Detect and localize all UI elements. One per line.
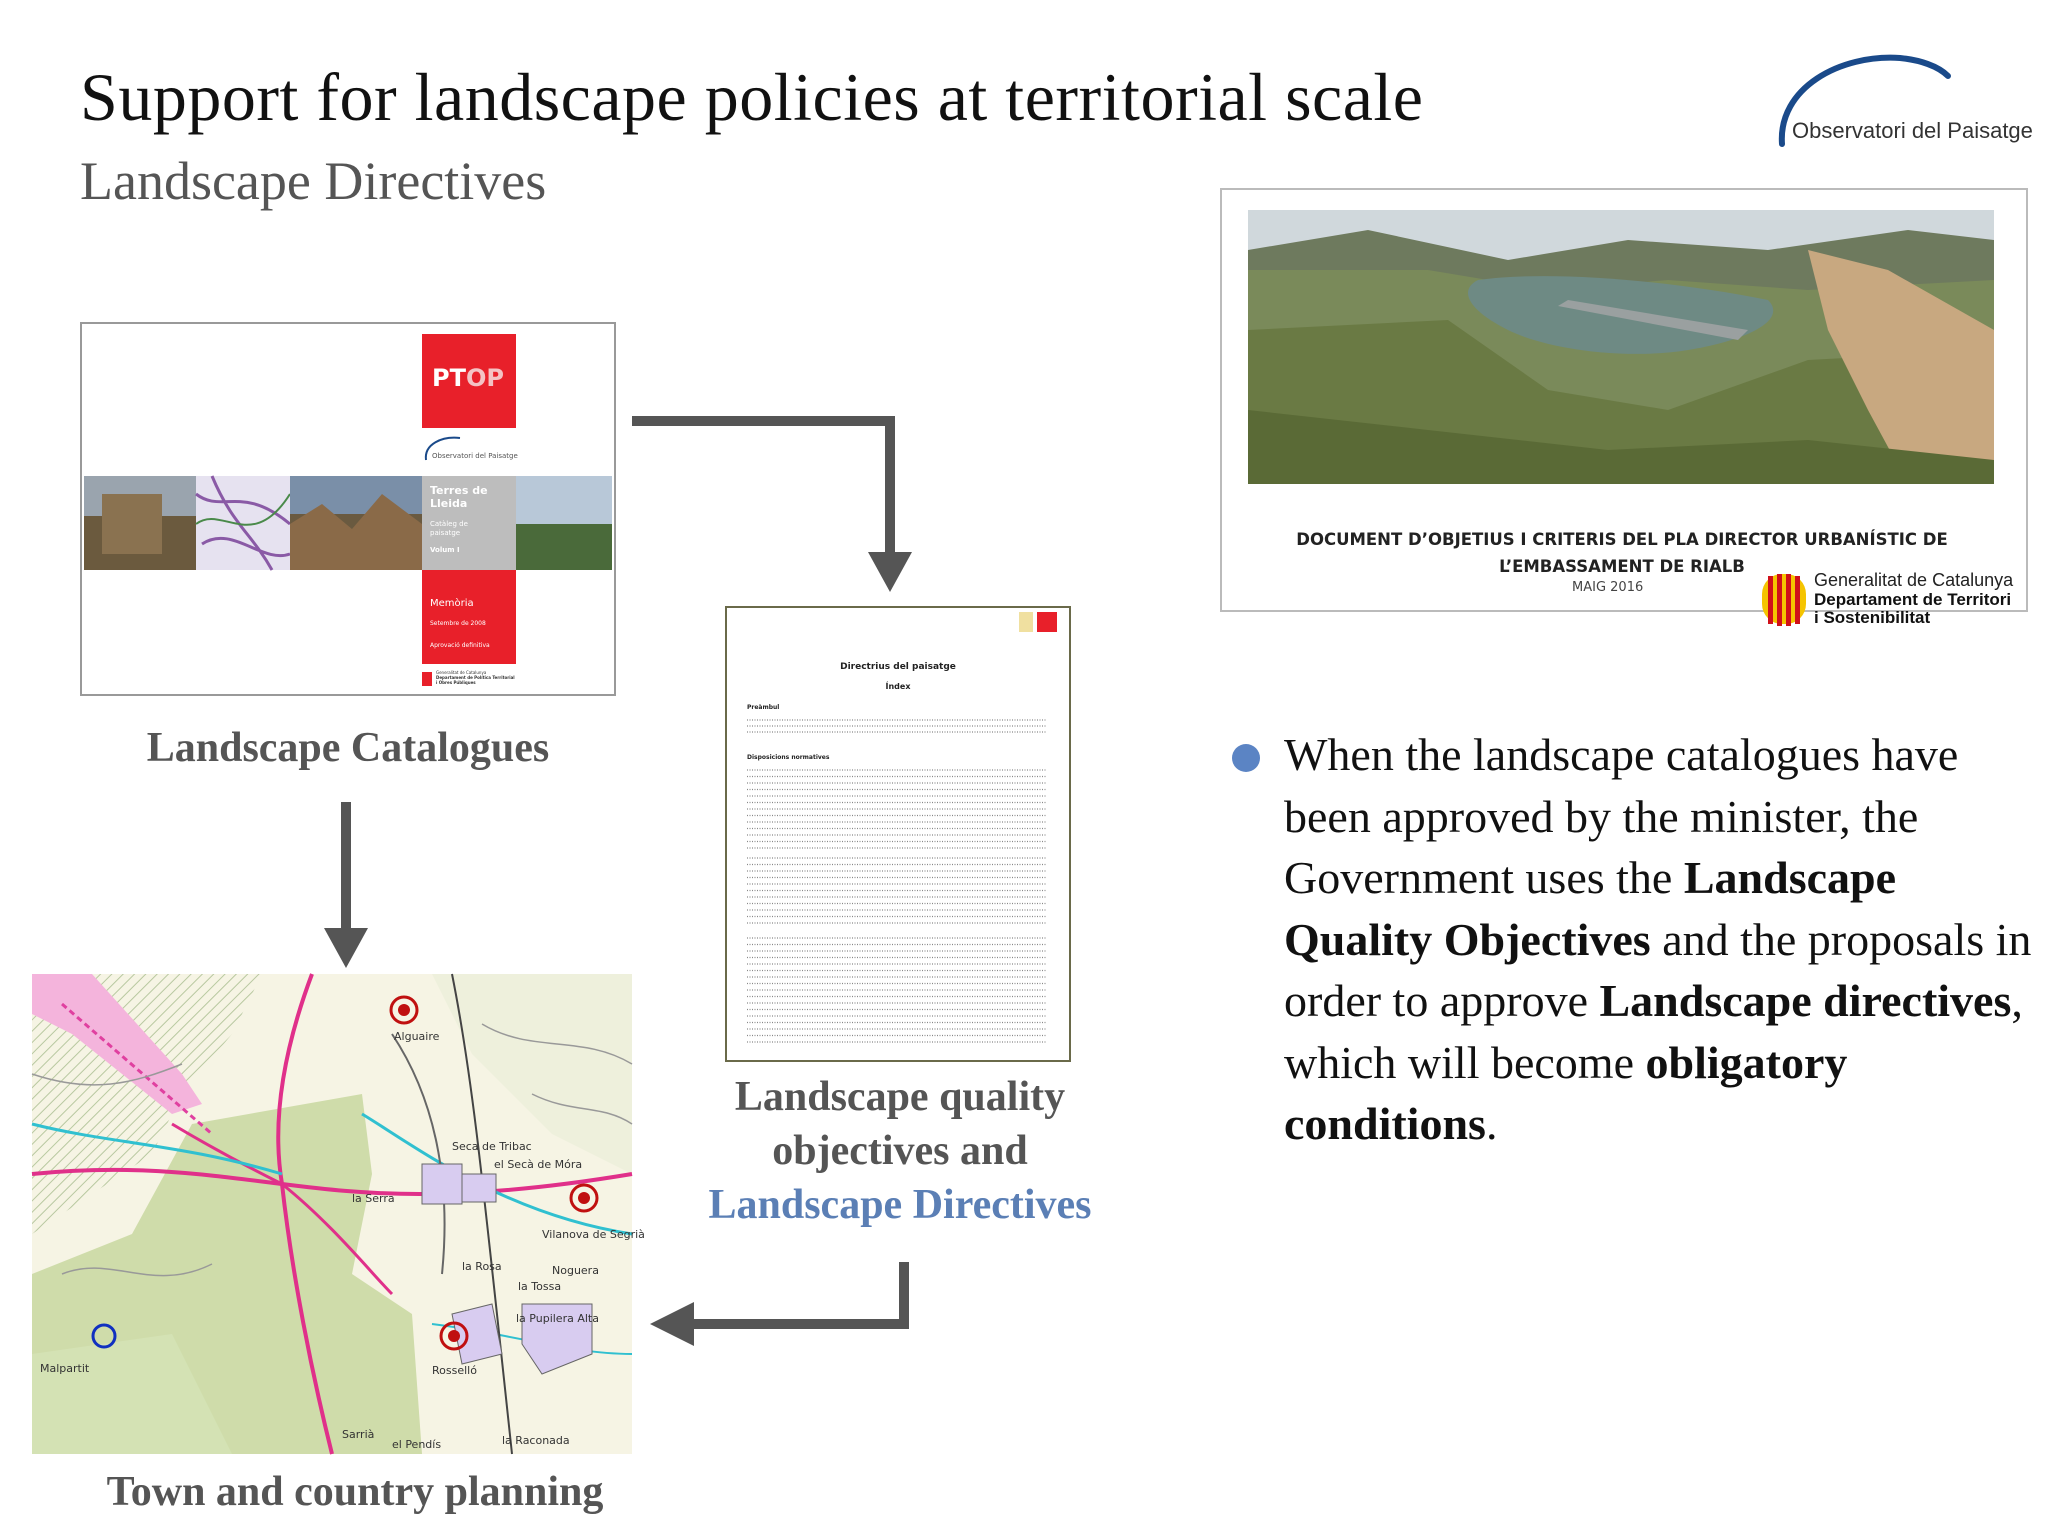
caption-quality-line1: Landscape quality [734, 1074, 1066, 1120]
map-place-label: la Tossa [518, 1280, 562, 1293]
gencat-line2: Departament de Territori [1814, 590, 2012, 609]
bullet-bold-landscape-directives: Landscape directives [1599, 975, 2012, 1026]
cover-observatori: Observatori del Paisatge [432, 452, 518, 460]
rialb-document-cover [1220, 188, 2028, 627]
map-graphic [32, 974, 645, 1454]
cover-volume: Volum I [430, 546, 460, 554]
bullet-bold-obligatory-conditions: obligatory conditions [1284, 1036, 1848, 1149]
bullet-paragraph [1284, 724, 2034, 1155]
doc-disposicions: Disposicions normatives [747, 754, 830, 761]
doc-heading: Directrius del paisatge [840, 662, 956, 672]
doc-lines [727, 608, 1069, 1060]
planning-map [32, 974, 645, 1454]
cover-dept-line2: Departament de Política Territorial [436, 675, 515, 680]
landscape-directives-document [725, 606, 1071, 1062]
caption-town-country-planning: Town and country planning [106, 1469, 604, 1515]
rialb-reservoir-photo [1248, 210, 1994, 484]
cover-doc-type: Catàleg de paisatge [430, 520, 468, 537]
map-place-label: el Secà de Móra [494, 1158, 583, 1171]
map-place-label: Rosselló [432, 1364, 477, 1377]
map-place-label: Noguera [552, 1264, 599, 1277]
page-title: Support for landscape policies at territorial scale [80, 59, 1424, 135]
map-place-label: la Serra [352, 1192, 395, 1205]
cover-dept-line3: i Obres Públiques [436, 680, 476, 685]
cover-dept-line1: Generalitat de Catalunya [436, 670, 487, 675]
bullet-text-1: When the landscape catalogues have been approved by the minister, the Government uses the [1284, 729, 1959, 903]
brand-pt: PT [432, 364, 466, 392]
arrow-directives-to-planning [650, 1262, 904, 1346]
cover-section: Memòria [430, 598, 474, 609]
cover-region: Terres de Lleida [430, 484, 488, 510]
arrow-catalogue-to-directives [632, 421, 912, 592]
caption-quality-line3: Landscape Directives [708, 1182, 1092, 1228]
brand-op: OP [465, 364, 504, 392]
map-place-label: la Pupilera Alta [516, 1312, 599, 1325]
arrow-catalogue-to-planning [324, 802, 368, 968]
senyera-icon [1760, 572, 1810, 628]
bullet-bold-quality-objectives: Landscape Quality Objectives [1284, 852, 1897, 965]
map-place-label: el Pendís [392, 1438, 442, 1451]
rialb-title-line1: DOCUMENT D’OBJETIUS I CRITERIS DEL PLA DIRECTOR URBANÍSTIC DE [1296, 530, 1948, 549]
rialb-date: MAIG 2016 [1572, 580, 1644, 595]
bullet-text-4: . [1485, 1098, 1498, 1149]
page-subtitle: Landscape Directives [80, 151, 547, 211]
gencat-line1: Generalitat de Catalunya [1814, 570, 2014, 590]
map-place-label: la Rosa [462, 1260, 502, 1273]
map-place-label: Alguaire [394, 1030, 440, 1043]
map-place-label: Malpartit [40, 1362, 90, 1375]
bullet-text-2: and the proposals in order to approve [1284, 913, 2032, 1026]
map-place-label: Sarrià [342, 1428, 375, 1441]
doc-index: Índex [885, 682, 911, 691]
gencat-logo [1760, 570, 2020, 626]
bullet-dot [1232, 744, 1260, 772]
caption-landscape-catalogues: Landscape Catalogues [146, 725, 550, 771]
map-place-label: la Raconada [502, 1434, 570, 1447]
map-place-label: Seca de Tribac [452, 1140, 532, 1153]
logo-text: Observatori del Paisatge [1792, 118, 2033, 143]
bullet-text-3: , which will become [1284, 975, 2023, 1088]
rialb-title-line2: L’EMBASSAMENT DE RIALB [1499, 557, 1745, 576]
caption-quality-line2: objectives and [772, 1128, 1028, 1174]
cover-status: Aprovació definitiva [430, 642, 490, 649]
caption-quality-objectives [660, 1070, 1140, 1232]
cover-date: Setembre de 2008 [430, 620, 486, 627]
gencat-line3: i Sostenibilitat [1814, 608, 1931, 627]
map-place-label: Vilanova de Segrià [542, 1228, 645, 1241]
doc-preambul: Preàmbul [747, 704, 780, 711]
